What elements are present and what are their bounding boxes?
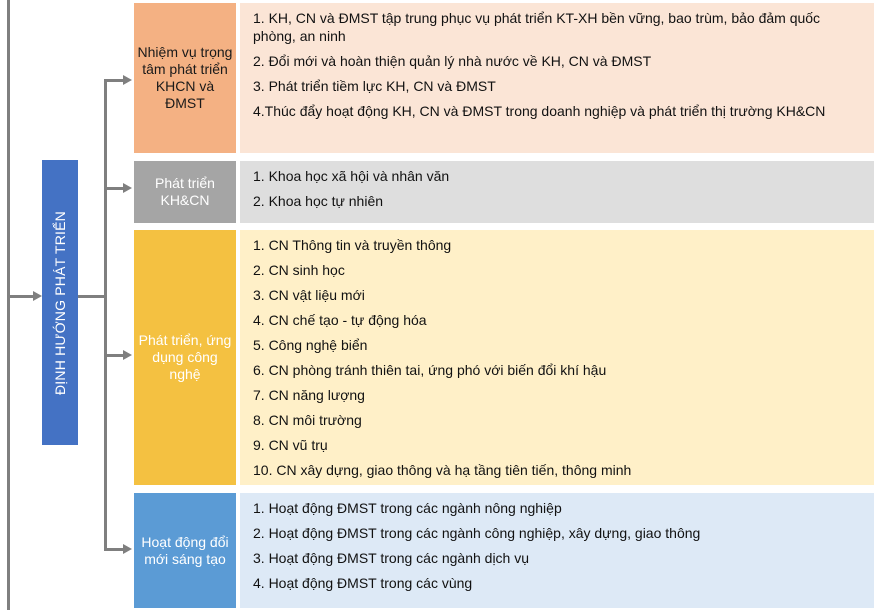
list-item: 2. Hoạt động ĐMST trong các ngành công nghiệp, xây dựng, giao thông bbox=[253, 525, 701, 541]
list-item: 8. CN môi trường bbox=[253, 412, 362, 428]
category-box-4 bbox=[134, 493, 236, 608]
branch-connector-3 bbox=[104, 354, 124, 357]
list-item: 7. CN năng lượng bbox=[253, 387, 365, 403]
list-item: 2. Đổi mới và hoàn thiện quản lý nhà nước về KH, CN và ĐMST bbox=[253, 53, 652, 69]
list-item: 10. CN xây dựng, giao thông và hạ tầng tiên tiến, thông minh bbox=[253, 462, 632, 478]
list-item: 1. Khoa học xã hội và nhân văn bbox=[253, 168, 450, 184]
branch-arrow-2 bbox=[123, 183, 132, 193]
list-item: 2. CN sinh học bbox=[253, 262, 345, 278]
list-item: 6. CN phòng tránh thiên tai, ứng phó với biến đổi khí hậu bbox=[253, 362, 607, 378]
list-item: 3. Hoạt động ĐMST trong các ngành dịch vụ bbox=[253, 550, 530, 566]
branch-arrow-4 bbox=[123, 544, 132, 554]
root-out-connector bbox=[78, 295, 106, 298]
list-item: 1. KH, CN và ĐMST tập trung phục vụ phát triển KT-XH bền vững, bao trùm, bảo đảm quốc phòng, an ninh bbox=[253, 10, 821, 44]
category-label-2: Phát triển KH&CN bbox=[155, 175, 215, 208]
category-box-2 bbox=[134, 161, 236, 223]
left-horizontal-connector bbox=[7, 295, 35, 298]
root-arrow bbox=[33, 291, 42, 301]
items-panel-1 bbox=[240, 3, 874, 153]
left-vertical-line bbox=[7, 0, 10, 610]
list-item: 4. Hoạt động ĐMST trong các vùng bbox=[253, 575, 473, 591]
list-item: 9. CN vũ trụ bbox=[253, 437, 328, 453]
branch-connector-4 bbox=[104, 548, 124, 551]
list-item: 3. Phát triển tiềm lực KH, CN và ĐMST bbox=[253, 78, 496, 94]
list-item: 5. Công nghệ biển bbox=[253, 337, 368, 353]
category-label-3: Phát triển, ứng dụng công nghệ bbox=[138, 332, 232, 382]
list-item: 2. Khoa học tự nhiên bbox=[253, 193, 384, 209]
list-item: 1. Hoạt động ĐMST trong các ngành nông nghiệp bbox=[253, 500, 562, 516]
items-panel-4 bbox=[240, 493, 874, 608]
items-panel-3 bbox=[240, 230, 874, 485]
root-box bbox=[42, 160, 78, 445]
category-label-1: Nhiệm vụ trọng tâm phát triển KHCN và ĐMST bbox=[137, 44, 233, 111]
branch-vertical-line bbox=[104, 79, 107, 550]
items-panel-2 bbox=[240, 161, 874, 223]
list-item: 4. CN chế tạo - tự động hóa bbox=[253, 312, 427, 328]
root-label: ĐỊNH HƯỚNG PHÁT TRIỂN bbox=[52, 210, 68, 395]
list-item: 3. CN vật liệu mới bbox=[253, 287, 365, 303]
category-label-4: Hoạt động đổi mới sáng tạo bbox=[141, 533, 229, 567]
branch-arrow-1 bbox=[123, 75, 132, 85]
category-box-3 bbox=[134, 230, 236, 485]
list-item: 1. CN Thông tin và truyền thông bbox=[253, 237, 452, 253]
category-box-1 bbox=[134, 3, 236, 153]
branch-connector-1 bbox=[104, 79, 124, 82]
branch-arrow-3 bbox=[123, 350, 132, 360]
list-item: 4.Thúc đẩy hoạt động KH, CN và ĐMST trong doanh nghiệp và phát triển thị trường KH&CN bbox=[253, 103, 826, 119]
branch-connector-2 bbox=[104, 187, 124, 190]
